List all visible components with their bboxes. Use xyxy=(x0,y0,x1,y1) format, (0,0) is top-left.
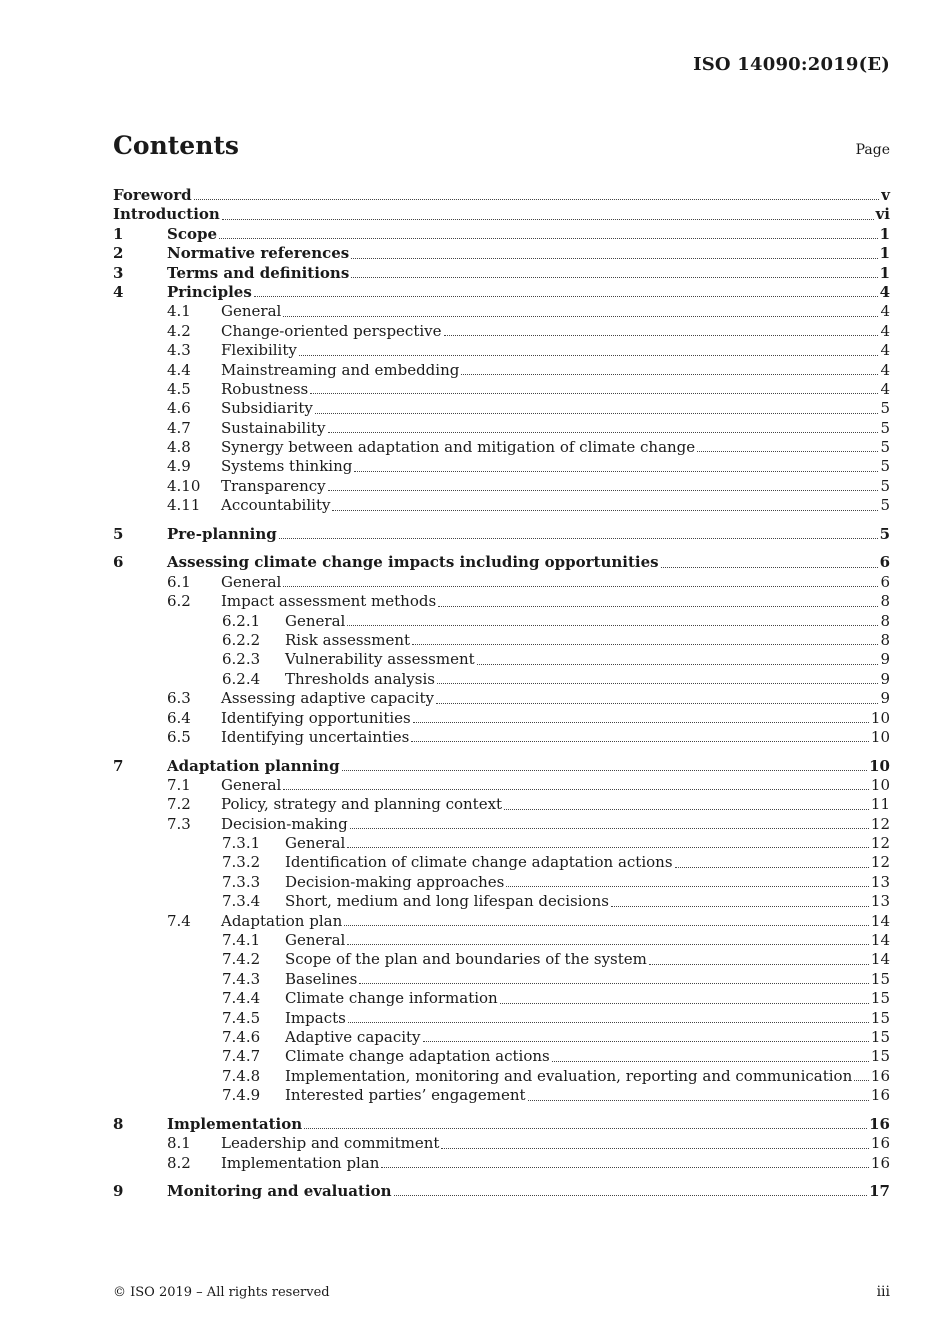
dot-leader xyxy=(461,374,878,375)
toc-entry-page: 9 xyxy=(880,669,890,688)
toc-entry-number: 4 xyxy=(113,282,124,301)
toc-entry[interactable] xyxy=(113,670,890,689)
toc-entry[interactable] xyxy=(113,815,890,834)
toc-entry-page: 5 xyxy=(880,496,890,515)
toc-entry-number: 7.3.2 xyxy=(222,853,261,872)
toc-entry-number: 6.3 xyxy=(167,689,191,708)
toc-entry[interactable] xyxy=(113,302,890,321)
toc-entry-title[interactable]: Systems thinking xyxy=(221,457,353,476)
toc-entry[interactable] xyxy=(113,1009,890,1028)
toc-entry[interactable] xyxy=(113,650,890,669)
toc-entry-page: 1 xyxy=(879,224,890,243)
dot-leader xyxy=(441,1148,868,1149)
toc-entry-page: 8 xyxy=(880,611,890,630)
toc-entry-number: 7.4.5 xyxy=(222,1008,261,1027)
toc-entry[interactable] xyxy=(113,438,890,457)
toc-entry-number: 4.9 xyxy=(167,457,191,476)
toc-entry[interactable] xyxy=(113,496,890,515)
toc-entry-page: 15 xyxy=(870,969,890,988)
dot-leader xyxy=(328,490,879,491)
toc-entry[interactable] xyxy=(113,1154,890,1173)
toc-entry-number: 4.10 xyxy=(167,476,201,495)
dot-leader xyxy=(315,413,879,414)
toc-entry-page: 4 xyxy=(880,341,890,360)
toc-entry[interactable] xyxy=(113,776,890,795)
toc-entry-title[interactable]: Impacts xyxy=(285,1008,346,1027)
toc-entry-page: 15 xyxy=(870,989,890,1008)
toc-entry[interactable] xyxy=(113,1086,890,1105)
toc-entry-title[interactable]: Monitoring and evaluation xyxy=(167,1182,392,1201)
toc-entry-number: 4.1 xyxy=(167,302,191,321)
toc-entry[interactable] xyxy=(113,457,890,476)
toc-entry-title[interactable]: Climate change information xyxy=(285,989,498,1008)
document-id: ISO 14090:2019(E) xyxy=(693,54,890,75)
toc-entry-page: v xyxy=(881,186,890,204)
toc-entry-page: 16 xyxy=(870,1066,890,1085)
toc-entry-number: 9 xyxy=(113,1182,124,1201)
toc-entry-number: 8.1 xyxy=(167,1134,191,1153)
toc-entry-title[interactable]: Impact assessment methods xyxy=(221,592,437,611)
toc-entry-page: 15 xyxy=(870,1047,890,1066)
toc-entry-title[interactable]: Decision-making xyxy=(221,814,348,833)
toc-entry-page: 14 xyxy=(870,911,890,930)
toc-entry-title[interactable]: General xyxy=(221,302,282,321)
dot-leader xyxy=(254,296,878,297)
toc-entry-title[interactable]: Assessing adaptive capacity xyxy=(221,689,434,708)
toc-entry[interactable] xyxy=(113,689,890,708)
toc-entry[interactable] xyxy=(113,1067,890,1086)
contents-title: Contents xyxy=(113,131,240,160)
dot-leader xyxy=(310,393,878,394)
dot-leader xyxy=(381,1167,868,1168)
dot-leader xyxy=(279,538,878,539)
toc-entry[interactable] xyxy=(113,361,890,380)
page-column-label: Page xyxy=(855,142,890,158)
toc-entry-title[interactable]: Introduction xyxy=(113,205,220,224)
toc-entry-number: 6.2.1 xyxy=(222,611,261,630)
toc-entry[interactable] xyxy=(113,525,890,544)
toc-entry-page: 5 xyxy=(880,399,890,418)
toc-entry[interactable] xyxy=(113,477,890,496)
toc-entry-title[interactable]: Identifying uncertainties xyxy=(221,727,410,746)
toc-entry[interactable] xyxy=(113,380,890,399)
toc-entry[interactable] xyxy=(113,970,890,989)
table-of-contents xyxy=(113,186,890,1201)
toc-entry[interactable] xyxy=(113,553,890,572)
toc-entry-title[interactable]: Thresholds analysis xyxy=(285,669,435,688)
toc-entry-number: 7.1 xyxy=(167,775,191,794)
dot-leader xyxy=(552,1061,869,1062)
toc-entry-number: 4.7 xyxy=(167,418,191,437)
toc-entry[interactable] xyxy=(113,322,890,341)
toc-entry-page: 12 xyxy=(870,814,890,833)
toc-entry-number: 7.4.2 xyxy=(222,950,261,969)
toc-entry-title[interactable]: Flexibility xyxy=(221,341,297,360)
toc-entry-title[interactable]: Implementation, monitoring and evaluation, reporting and communication xyxy=(285,1066,853,1085)
toc-entry-number: 7.4.7 xyxy=(222,1047,261,1066)
dot-leader xyxy=(444,335,879,336)
dot-leader xyxy=(351,277,877,278)
toc-entry-number: 4.6 xyxy=(167,399,191,418)
dot-leader xyxy=(222,219,874,220)
dot-leader xyxy=(344,925,869,926)
toc-entry-page: 16 xyxy=(870,1086,890,1105)
toc-entry-title[interactable]: Mainstreaming and embedding xyxy=(221,360,460,379)
toc-entry-title[interactable]: Change-oriented perspective xyxy=(221,321,442,340)
dot-leader xyxy=(283,789,869,790)
toc-entry-title[interactable]: Transparency xyxy=(221,476,326,495)
toc-entry[interactable] xyxy=(113,834,890,853)
toc-entry-page: 10 xyxy=(870,775,890,794)
toc-entry-title[interactable]: General xyxy=(285,834,346,853)
dot-leader xyxy=(351,258,877,259)
toc-entry-page: 8 xyxy=(880,592,890,611)
toc-entry-number: 7.4.1 xyxy=(222,931,261,950)
toc-entry[interactable] xyxy=(113,1047,890,1066)
toc-entry-title[interactable]: Adaptive capacity xyxy=(285,1027,421,1046)
dot-leader xyxy=(283,316,878,317)
dot-leader xyxy=(332,510,878,511)
dot-leader xyxy=(299,355,879,356)
dot-leader xyxy=(675,867,869,868)
toc-entry[interactable] xyxy=(113,264,890,283)
toc-entry-page: 13 xyxy=(870,892,890,911)
toc-entry-page: 4 xyxy=(880,302,890,321)
dot-leader xyxy=(649,964,869,965)
dot-leader xyxy=(611,906,869,907)
toc-entry-title[interactable]: General xyxy=(221,572,282,591)
toc-entry-page: 10 xyxy=(870,727,890,746)
toc-entry[interactable] xyxy=(113,950,890,969)
toc-entry[interactable] xyxy=(113,873,890,892)
toc-entry-title[interactable]: Subsidiarity xyxy=(221,399,313,418)
dot-leader xyxy=(661,567,878,568)
dot-leader xyxy=(423,1041,869,1042)
dot-leader xyxy=(347,847,869,848)
toc-entry-title[interactable]: Leadership and commitment xyxy=(221,1134,440,1153)
toc-entry-number: 7.4 xyxy=(167,911,191,930)
toc-entry-title[interactable]: Foreword xyxy=(113,186,192,204)
toc-entry[interactable] xyxy=(113,1028,890,1047)
dot-leader xyxy=(854,1080,869,1081)
toc-entry-number: 7.4.9 xyxy=(222,1086,261,1105)
toc-entry-title[interactable]: Accountability xyxy=(221,496,331,515)
toc-entry-title[interactable]: General xyxy=(221,775,282,794)
dot-leader xyxy=(304,1128,867,1129)
toc-entry[interactable] xyxy=(113,399,890,418)
toc-entry-page: 4 xyxy=(879,282,890,301)
toc-entry-number: 5 xyxy=(113,524,124,543)
dot-leader xyxy=(528,1100,869,1101)
toc-entry-number: 4.11 xyxy=(167,496,201,515)
dot-leader xyxy=(283,586,878,587)
toc-entry-page: 6 xyxy=(879,553,890,572)
toc-entry-title[interactable]: Normative references xyxy=(167,244,350,263)
toc-entry-number: 6.2.2 xyxy=(222,630,261,649)
toc-entry-page: vi xyxy=(875,205,890,224)
toc-entry[interactable] xyxy=(113,1115,890,1134)
dot-leader xyxy=(477,664,879,665)
toc-entry-page: 6 xyxy=(880,572,890,591)
toc-entry[interactable] xyxy=(113,709,890,728)
toc-entry-title[interactable]: Policy, strategy and planning context xyxy=(221,795,503,814)
toc-entry-title[interactable]: Adaptation plan xyxy=(221,911,343,930)
toc-entry-page: 16 xyxy=(870,1153,890,1172)
toc-entry-page: 5 xyxy=(880,457,890,476)
footer-page-number: iii xyxy=(876,1284,890,1300)
toc-entry-number: 4.5 xyxy=(167,379,191,398)
dot-leader xyxy=(347,625,878,626)
toc-entry-title[interactable]: Scope xyxy=(167,224,218,243)
toc-entry-number: 6.2.4 xyxy=(222,669,261,688)
toc-entry-number: 4.3 xyxy=(167,341,191,360)
toc-entry-title[interactable]: Adaptation planning xyxy=(167,756,340,775)
dot-leader xyxy=(506,886,869,887)
toc-entry-title[interactable]: Implementation xyxy=(167,1114,303,1133)
dot-leader xyxy=(504,809,869,810)
toc-entry[interactable] xyxy=(113,931,890,950)
toc-entry-number: 6.2 xyxy=(167,592,191,611)
toc-entry-title[interactable]: Terms and definitions xyxy=(167,263,350,282)
toc-entry-title[interactable]: Identifying opportunities xyxy=(221,708,411,727)
toc-entry[interactable] xyxy=(113,341,890,360)
toc-entry-page: 12 xyxy=(870,834,890,853)
toc-entry[interactable] xyxy=(113,573,890,592)
toc-entry-number: 6.5 xyxy=(167,727,191,746)
dot-leader xyxy=(342,770,868,771)
toc-entry-title[interactable]: Short, medium and long lifespan decisions xyxy=(285,892,609,911)
toc-entry-page: 1 xyxy=(879,244,890,263)
toc-entry-number: 7.3.4 xyxy=(222,892,261,911)
toc-entry-page: 8 xyxy=(880,630,890,649)
toc-entry[interactable] xyxy=(113,912,890,931)
toc-entry-title[interactable]: Pre-planning xyxy=(167,524,277,543)
toc-entry-title[interactable]: Principles xyxy=(167,282,252,301)
toc-entry-title[interactable]: Interested parties’ engagement xyxy=(285,1086,526,1105)
dot-leader xyxy=(411,741,869,742)
toc-entry-page: 5 xyxy=(880,476,890,495)
toc-entry-page: 14 xyxy=(870,950,890,969)
toc-entry-page: 14 xyxy=(870,931,890,950)
toc-entry-title[interactable]: Sustainability xyxy=(221,418,326,437)
toc-entry-page: 4 xyxy=(880,321,890,340)
toc-entry-number: 7.4.6 xyxy=(222,1027,261,1046)
toc-entry[interactable] xyxy=(113,728,890,747)
toc-entry-page: 16 xyxy=(869,1114,890,1133)
dot-leader xyxy=(219,238,878,239)
toc-entry-page: 1 xyxy=(879,263,890,282)
toc-entry[interactable] xyxy=(113,592,890,611)
toc-entry-number: 8 xyxy=(113,1114,124,1133)
toc-entry-number: 7.4.4 xyxy=(222,989,261,1008)
toc-entry[interactable] xyxy=(113,1134,890,1153)
toc-entry-number: 1 xyxy=(113,224,124,243)
dot-leader xyxy=(347,944,869,945)
dot-leader xyxy=(437,683,878,684)
toc-entry-title[interactable]: Scope of the plan and boundaries of the system xyxy=(285,950,647,969)
toc-entry-page: 15 xyxy=(870,1027,890,1046)
toc-entry-title[interactable]: General xyxy=(285,931,346,950)
toc-entry-page: 12 xyxy=(870,853,890,872)
toc-entry[interactable] xyxy=(113,1182,890,1201)
dot-leader xyxy=(500,1003,869,1004)
toc-entry-number: 7.3 xyxy=(167,814,191,833)
dot-leader xyxy=(412,644,878,645)
toc-entry[interactable] xyxy=(113,205,890,224)
toc-entry-page: 11 xyxy=(870,795,890,814)
toc-entry-number: 7.3.3 xyxy=(222,872,261,891)
toc-entry-page: 9 xyxy=(880,689,890,708)
toc-entry-page: 4 xyxy=(880,379,890,398)
toc-entry[interactable] xyxy=(113,989,890,1008)
toc-entry-page: 16 xyxy=(870,1134,890,1153)
toc-entry-page: 15 xyxy=(870,1008,890,1027)
dot-leader xyxy=(328,432,879,433)
toc-entry-number: 4.4 xyxy=(167,360,191,379)
dot-leader xyxy=(438,606,878,607)
toc-entry-title[interactable]: Robustness xyxy=(221,379,309,398)
toc-entry-title[interactable]: Assessing climate change impacts including opportunities xyxy=(167,553,659,572)
dot-leader xyxy=(394,1195,868,1196)
toc-entry-page: 17 xyxy=(869,1182,890,1201)
toc-entry-number: 7.2 xyxy=(167,795,191,814)
toc-entry-number: 7.3.1 xyxy=(222,834,261,853)
toc-entry-page: 4 xyxy=(880,360,890,379)
toc-entry-number: 4.8 xyxy=(167,438,191,457)
toc-entry[interactable] xyxy=(113,186,890,205)
toc-entry-title[interactable]: Climate change adaptation actions xyxy=(285,1047,550,1066)
toc-entry-title[interactable]: General xyxy=(285,611,346,630)
toc-entry-number: 7.4.8 xyxy=(222,1066,261,1085)
toc-entry[interactable] xyxy=(113,244,890,263)
toc-entry[interactable] xyxy=(113,225,890,244)
dot-leader xyxy=(359,983,869,984)
toc-entry-title[interactable]: Decision-making approaches xyxy=(285,872,505,891)
toc-entry-number: 7 xyxy=(113,756,124,775)
toc-entry[interactable] xyxy=(113,283,890,302)
dot-leader xyxy=(354,471,878,472)
dot-leader xyxy=(697,451,878,452)
toc-entry-title[interactable]: Baselines xyxy=(285,969,358,988)
toc-entry-page: 10 xyxy=(870,708,890,727)
dot-leader xyxy=(436,703,879,704)
toc-entry[interactable] xyxy=(113,892,890,911)
toc-entry[interactable] xyxy=(113,853,890,872)
toc-entry-title[interactable]: Synergy between adaptation and mitigation of climate change xyxy=(221,438,696,457)
toc-entry-page: 5 xyxy=(880,418,890,437)
toc-entry-number: 4.2 xyxy=(167,321,191,340)
toc-entry-title[interactable]: Vulnerability assessment xyxy=(285,650,475,669)
toc-entry-number: 7.4.3 xyxy=(222,969,261,988)
toc-entry-page: 5 xyxy=(880,438,890,457)
toc-entry-number: 8.2 xyxy=(167,1153,191,1172)
copyright-notice: © ISO 2019 – All rights reserved xyxy=(113,1285,330,1300)
toc-entry-number: 6.4 xyxy=(167,708,191,727)
toc-entry-number: 6 xyxy=(113,553,124,572)
toc-entry-page: 9 xyxy=(880,650,890,669)
toc-entry-number: 2 xyxy=(113,244,124,263)
toc-entry-number: 6.2.3 xyxy=(222,650,261,669)
toc-entry[interactable] xyxy=(113,795,890,814)
toc-entry-title[interactable]: Identification of climate change adaptation actions xyxy=(285,853,673,872)
toc-entry[interactable] xyxy=(113,419,890,438)
toc-entry-page: 13 xyxy=(870,872,890,891)
toc-entry-title[interactable]: Implementation plan xyxy=(221,1153,380,1172)
dot-leader xyxy=(194,199,880,200)
toc-entry-page: 5 xyxy=(879,524,890,543)
dot-leader xyxy=(413,722,869,723)
toc-entry[interactable] xyxy=(113,612,890,631)
toc-entry-title[interactable]: Risk assessment xyxy=(285,630,411,649)
toc-entry[interactable] xyxy=(113,631,890,650)
toc-entry-number: 6.1 xyxy=(167,572,191,591)
dot-leader xyxy=(348,1022,869,1023)
toc-entry-page: 10 xyxy=(869,756,890,775)
toc-entry-number: 3 xyxy=(113,263,124,282)
toc-entry[interactable] xyxy=(113,757,890,776)
dot-leader xyxy=(350,828,869,829)
